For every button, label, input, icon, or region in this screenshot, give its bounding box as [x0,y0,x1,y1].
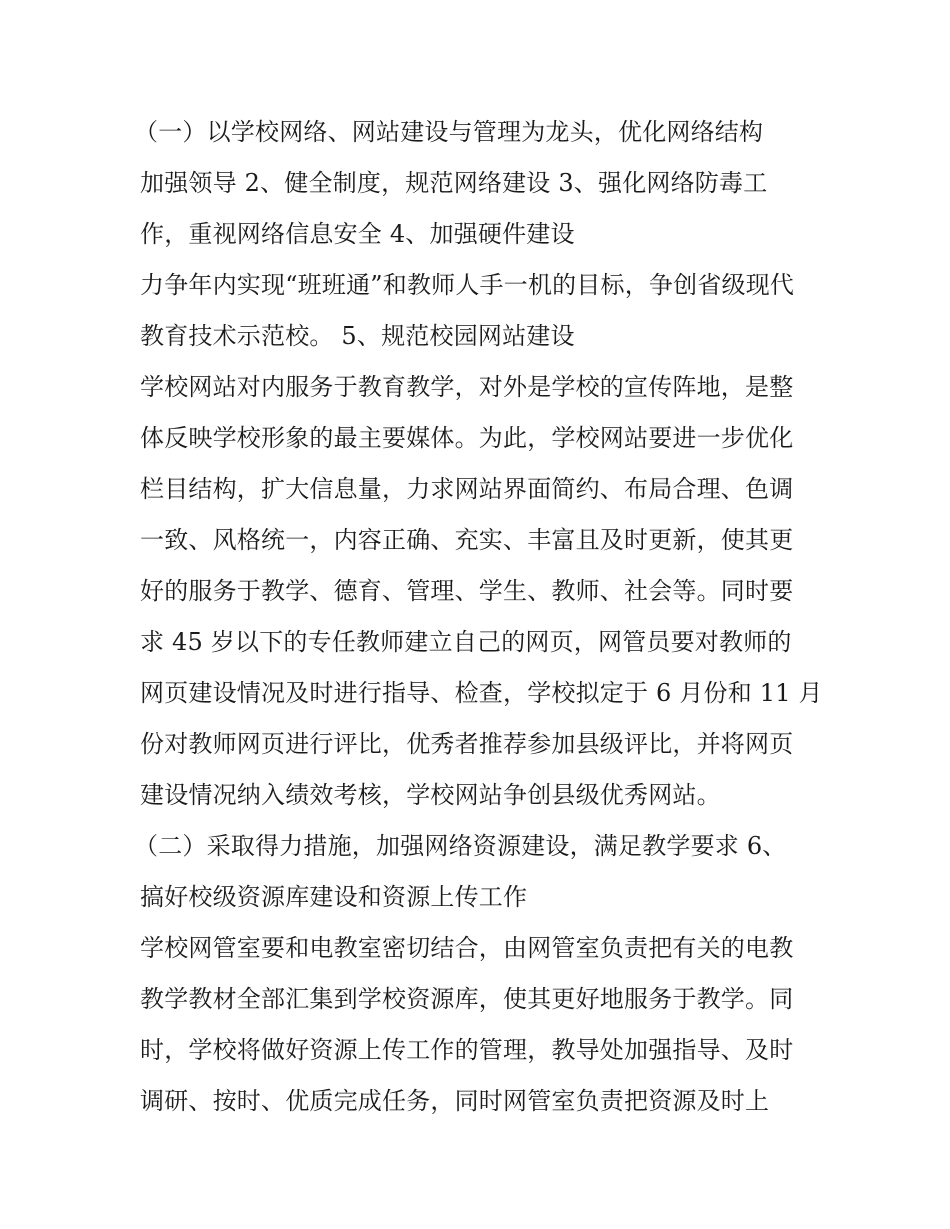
text-line: 调研、按时、优质完成任务，同时网管室负责把资源及时上 [140,1087,770,1115]
text-line: 时，学校将做好资源上传工作的管理，教导处加强指导、及时 [140,1036,794,1064]
text-line: 学校网站对内服务于教育教学，对外是学校的宣传阵地，是整 [140,373,794,401]
section-heading-2: （二）采取得力措施，加强网络资源建设，满足教学要求 6、 [134,832,787,860]
text-line: 作，重视网络信息安全 4、加强硬件建设 [140,220,575,248]
document-body [134,107,823,1127]
text-line: 搞好校级资源库建设和资源上传工作 [140,883,528,911]
text-line: 求 45 岁以下的专任教师建立自己的网页，网管员要对教师的 [140,628,792,656]
text-line: 建设情况纳入绩效考核，学校网站争创县级优秀网站。 [140,781,721,809]
text-line: 教育技术示范校。 5、规范校园网站建设 [140,322,575,350]
text-line: 好的服务于教学、德育、管理、学生、教师、社会等。同时要 [140,577,794,605]
text-line: 教学教材全部汇集到学校资源库，使其更好地服务于教学。同 [140,985,794,1013]
text-line: 学校网管室要和电教室密切结合，由网管室负责把有关的电教 [140,934,794,962]
text-line: 力争年内实现“班班通”和教师人手一机的目标，争创省级现代 [140,271,795,299]
text-line: 栏目结构，扩大信息量，力求网站界面简约、布局合理、色调 [140,475,794,503]
section-heading-1: （一）以学校网络、网站建设与管理为龙头，优化网络结构 [134,118,764,146]
text-line: 份对教师网页进行评比，优秀者推荐参加县级评比，并将网页 [140,730,794,758]
text-line: 加强领导 2、健全制度，规范网络建设 3、强化网络防毒工 [140,169,768,197]
text-line: 体反映学校形象的最主要媒体。为此，学校网站要进一步优化 [140,424,794,452]
text-line: 一致、风格统一，内容正确、充实、丰富且及时更新，使其更 [140,526,794,554]
text-line: 网页建设情况及时进行指导、检查，学校拟定于 6 月份和 11 月 [140,679,823,707]
